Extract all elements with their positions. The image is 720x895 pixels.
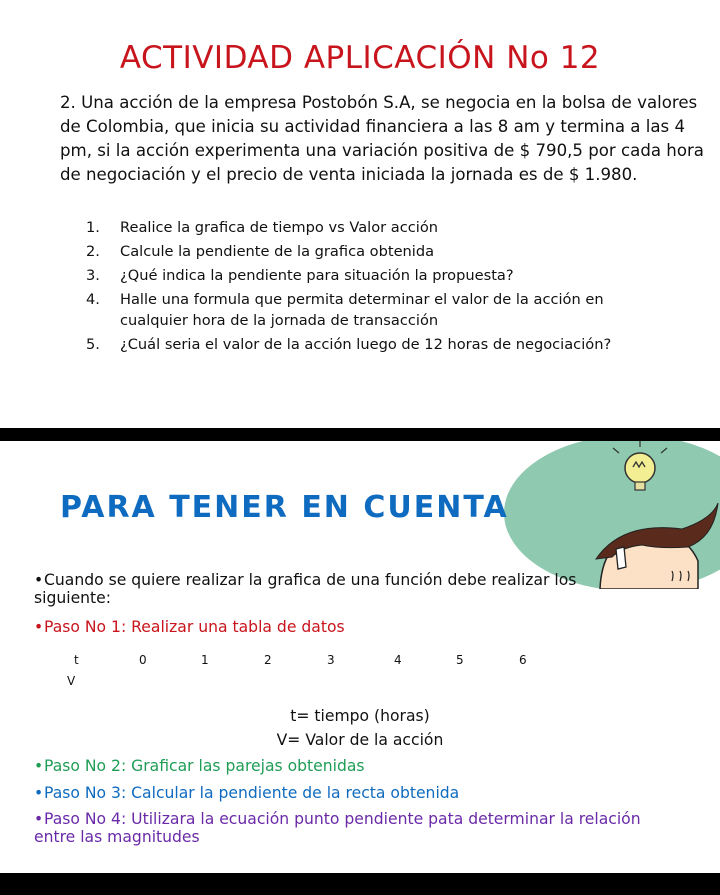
step4-bullet [34, 810, 674, 846]
intro-text: Cuando se quiere realizar la grafica de una función debe realizar los siguiente: [34, 571, 577, 607]
table-cell: t [74, 653, 79, 667]
definition-t: t= tiempo (horas) [290, 707, 430, 725]
task-text: ¿Cuál seria el valor de la acción luego de 12 horas de negociación? [120, 336, 612, 353]
thinking-person-illustration [492, 441, 720, 589]
intro-bullet [34, 571, 634, 607]
step3-bullet [34, 784, 459, 802]
activity-slide [0, 0, 720, 428]
task-number: 3. [86, 267, 100, 284]
task-item [83, 289, 673, 331]
bullet-dot-icon: • [34, 571, 44, 589]
task-item [83, 334, 673, 355]
data-table-v-label: V [67, 674, 76, 688]
task-text: Calcule la pendiente de la grafica obtenida [120, 243, 435, 260]
task-text: Halle una formula que permita determinar el valor de la acción en cualquier hora de la jornada de transacción [120, 291, 604, 329]
task-text: ¿Qué indica la pendiente para situación la propuesta? [120, 267, 514, 284]
task-item [83, 217, 673, 238]
table-cell: 3 [327, 653, 335, 667]
table-cell: 4 [394, 653, 402, 667]
problem-statement: 2. Una acción de la empresa Postobón S.A, se negocia en la bolsa de valores de Colombia, que inicia su actividad financiera a las 8 am y termina a las 4 pm, si la acción experimenta una variación positiva de $ 790,5 por cada hora de negociación y el precio de venta iniciada la jornada es de $ 1.980. [60, 93, 704, 184]
data-table-header-row [0, 653, 720, 671]
step3-text: Paso No 3: Calcular la pendiente de la recta obtenida [44, 784, 460, 802]
definition-v: V= Valor de la acción [276, 731, 444, 749]
step1-text: Paso No 1: Realizar una tabla de datos [44, 618, 345, 636]
task-list [83, 217, 673, 358]
table-cell: 1 [201, 653, 209, 667]
bullet-dot-icon: • [34, 810, 44, 828]
table-cell: 5 [456, 653, 464, 667]
table-cell: 0 [139, 653, 147, 667]
table-cell: 6 [519, 653, 527, 667]
step4-text: Paso No 4: Utilizara la ecuación punto pendiente pata determinar la relación entre las magnitudes [34, 810, 641, 846]
step2-text: Paso No 2: Graficar las parejas obtenidas [44, 757, 365, 775]
task-number: 2. [86, 243, 100, 260]
task-item [83, 241, 673, 262]
task-number: 1. [86, 219, 100, 236]
activity-title: ACTIVIDAD APLICACIÓN No 12 [119, 40, 601, 76]
task-text: Realice la grafica de tiempo vs Valor acción [120, 219, 438, 236]
step1-bullet [34, 618, 345, 636]
bullet-dot-icon: • [34, 757, 44, 775]
table-cell: 2 [264, 653, 272, 667]
task-number: 5. [86, 336, 100, 353]
bullet-dot-icon: • [34, 784, 44, 802]
bullet-dot-icon: • [34, 618, 44, 636]
task-number: 4. [86, 291, 100, 308]
task-item [83, 265, 673, 286]
step2-bullet [34, 757, 365, 775]
tips-title: PARA TENER EN CUENTA [60, 490, 509, 525]
tips-slide [0, 441, 720, 873]
